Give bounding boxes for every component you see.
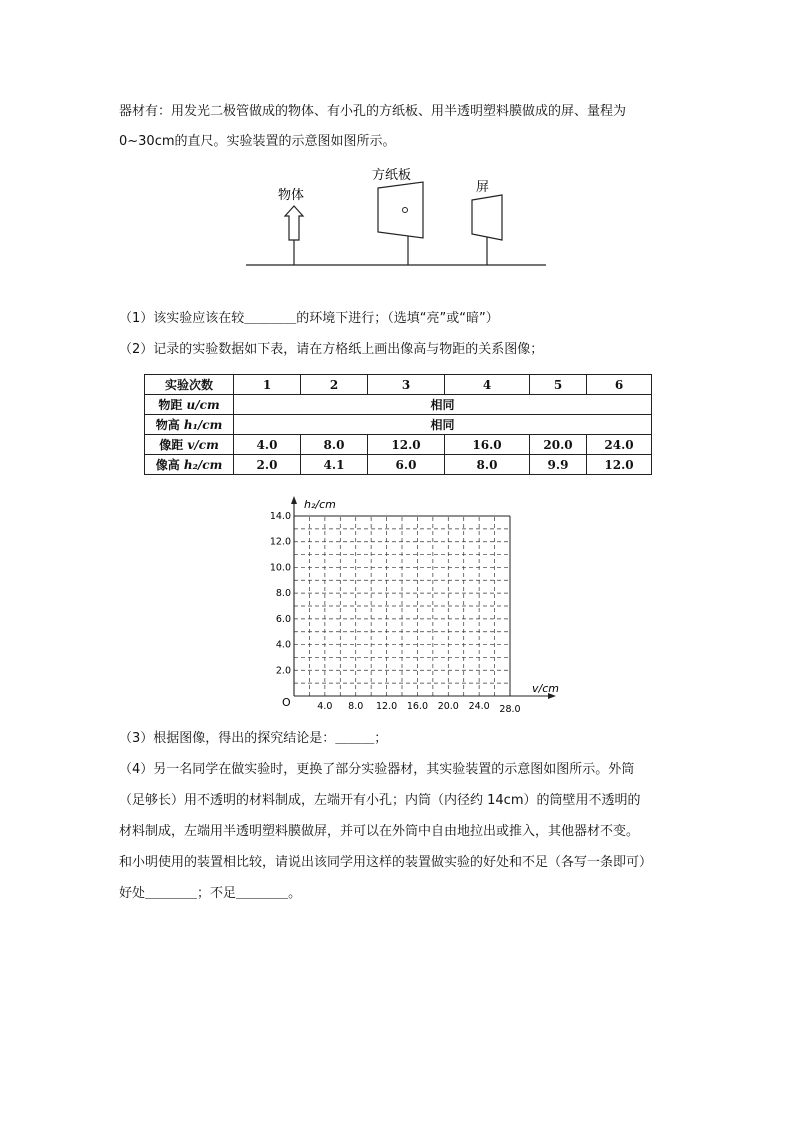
image-distance-cell: 8.0 — [301, 435, 368, 455]
y-tick-label: 14.0 — [269, 511, 291, 522]
image-distance-cell: 4.0 — [234, 435, 301, 455]
x-tick-label: 28.0 — [499, 704, 521, 715]
question-1 — [119, 311, 499, 327]
q4-end: 。 — [288, 886, 302, 901]
image-distance-cell: 20.0 — [530, 435, 587, 455]
q3-suffix: ； — [374, 731, 388, 746]
question-2: （2）记录的实验数据如下表，请在方格纸上画出像高与物距的关系图像； — [119, 342, 544, 357]
y-axis-arrow-icon — [291, 496, 297, 504]
y-tick-label: 2.0 — [275, 665, 291, 677]
object-label: 物体 — [278, 188, 305, 203]
image-distance-cell: 16.0 — [445, 435, 530, 455]
advantage-label: 好处 — [119, 886, 146, 901]
x-axis-label: v/cm — [532, 682, 559, 695]
trial-3: 3 — [368, 375, 445, 395]
trial-2: 2 — [301, 375, 368, 395]
table-row — [145, 395, 652, 415]
q1-prefix: （1）该实验应该在较 — [119, 311, 245, 326]
header-label: 实验次数 — [145, 375, 234, 395]
table-row — [145, 375, 652, 395]
y-tick-label: 10.0 — [269, 562, 291, 574]
image-height-cell: 6.0 — [368, 455, 445, 475]
pinhole-board — [378, 182, 423, 238]
intro-line-1: 器材有：用发光二极管做成的物体、有小孔的方纸板、用半透明塑料膜做成的屏、量程为 — [119, 104, 627, 119]
trial-5: 5 — [530, 375, 587, 395]
q4-line-1: （4）另一名同学在做实验时，更换了部分实验器材，其实验装置的示意图如图所示。外筒 — [119, 762, 635, 777]
data-table — [144, 374, 652, 475]
q4-line-3: 材料制成，左端用半透明塑料膜做屏，并可以在外筒中自由地拉出或推入，其他器材不变。 — [119, 824, 640, 839]
intro-line-2: 0~30cm的直尺。实验装置的示意图如图所示。 — [119, 134, 396, 149]
image-height-cell: 2.0 — [234, 455, 301, 475]
pinhole-icon — [403, 208, 408, 213]
row-label-image-height: 像高 h₂/cm — [145, 455, 234, 475]
object-arrow-icon — [285, 206, 303, 240]
trial-1: 1 — [234, 375, 301, 395]
board-label: 方纸板 — [372, 168, 412, 183]
q1-suffix: 的环境下进行；（选填“亮”或“暗”） — [296, 311, 499, 326]
y-axis-label: h₂/cm — [304, 498, 336, 511]
q1-answer-blank[interactable]: ＿＿＿＿ — [244, 311, 297, 326]
q3-prefix: （3）根据图像，得出的探究结论是： — [119, 731, 336, 746]
x-tick-label: 24.0 — [468, 701, 490, 712]
y-tick-label: 12.0 — [269, 536, 291, 548]
x-tick-label: 8.0 — [348, 701, 364, 712]
table-row — [145, 435, 652, 455]
image-height-cell: 12.0 — [587, 455, 652, 475]
x-tick-label: 16.0 — [406, 701, 429, 712]
trial-4: 4 — [445, 375, 530, 395]
question-3 — [119, 731, 387, 747]
x-tick-label: 12.0 — [375, 701, 398, 712]
image-height-cell: 9.9 — [530, 455, 587, 475]
x-tick-label: 20.0 — [437, 701, 459, 712]
y-tick-label: 6.0 — [275, 613, 291, 625]
trial-6: 6 — [587, 375, 652, 395]
row-label-object-distance: 物距 u/cm — [145, 395, 234, 415]
table-row — [145, 455, 652, 475]
table-row — [145, 415, 652, 435]
object-distance-value: 相同 — [234, 395, 652, 415]
row-label-image-distance: 像距 v/cm — [145, 435, 234, 455]
q3-answer-blank[interactable]: ＿＿＿ — [335, 731, 375, 746]
image-height-cell: 8.0 — [445, 455, 530, 475]
row-label-object-height: 物高 h₁/cm — [145, 415, 234, 435]
screen-panel — [472, 195, 502, 240]
q4-line-5 — [119, 886, 301, 902]
image-distance-cell: 12.0 — [368, 435, 445, 455]
screen-label: 屏 — [476, 180, 490, 195]
q4-line-4: 和小明使用的装置相比较，请说出该同学用这样的装置做实验的好处和不足（各写一条即可） — [119, 855, 653, 870]
disadvantage-label: ；不足 — [197, 886, 237, 901]
advantage-answer-blank[interactable]: ＿＿＿＿ — [145, 886, 198, 901]
x-tick-label: 4.0 — [317, 701, 333, 712]
q4-line-2: （足够长）用不透明的材料制成，左端开有小孔；内筒（内径约 14cm）的筒壁用不透明的 — [119, 793, 641, 808]
disadvantage-answer-blank[interactable]: ＿＿＿＿ — [236, 886, 289, 901]
y-tick-label: 8.0 — [275, 588, 291, 600]
image-height-cell: 4.1 — [301, 455, 368, 475]
origin-label: O — [282, 696, 291, 709]
object-height-value: 相同 — [234, 415, 652, 435]
y-tick-label: 4.0 — [275, 639, 291, 651]
apparatus-diagram — [240, 160, 560, 275]
graph-paper-chart[interactable] — [258, 496, 559, 718]
image-distance-cell: 24.0 — [587, 435, 652, 455]
